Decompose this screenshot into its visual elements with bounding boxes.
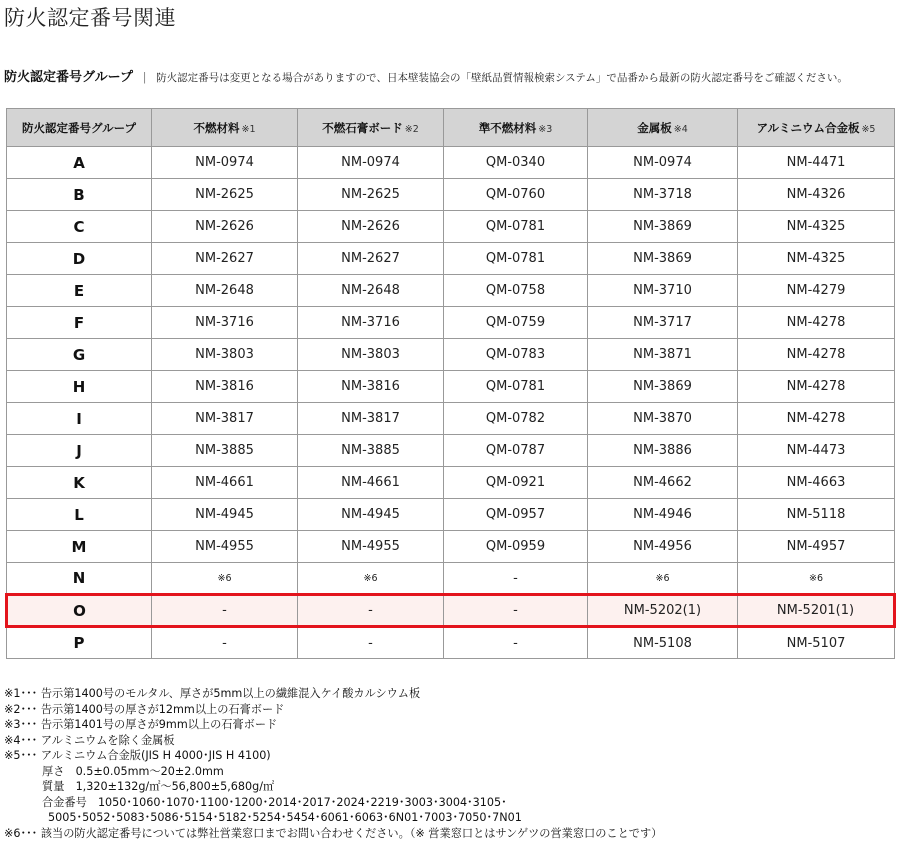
table-row xyxy=(7,371,895,403)
cert-number-cell: NM-3816 xyxy=(152,371,298,403)
cert-number-cell: NM-4955 xyxy=(152,531,298,563)
section-note: 防火認定番号は変更となる場合がありますので、日本壁装協会の「壁紙品質情報検索システム」で品番から最新の防火認定番号をご確認ください。 xyxy=(156,72,848,84)
cert-number-cell: ※6 xyxy=(298,563,444,595)
header-group: 防火認定番号グループ xyxy=(7,109,152,147)
cert-number-cell: - xyxy=(152,595,298,627)
cert-number-cell: QM-0781 xyxy=(444,211,588,243)
footnote-3: ※3･･･ 告示第1401号の厚さが9mm以上の石膏ボード xyxy=(4,718,278,731)
cert-number-cell: NM-4663 xyxy=(738,467,895,499)
table-row-highlighted xyxy=(7,595,895,627)
cert-number-cell: QM-0959 xyxy=(444,531,588,563)
group-cell: L xyxy=(7,499,152,531)
cert-number-cell: QM-0758 xyxy=(444,275,588,307)
footnote-5-alloy-numbers-cont: 5005･5052･5083･5086･5154･5182･5254･5454･6061･6063･6N01･7003･7050･7N01 xyxy=(48,811,522,824)
cert-number-cell: QM-0921 xyxy=(444,467,588,499)
footnote-5-thickness: 厚さ 0.5±0.05mm～20±2.0mm xyxy=(42,764,224,778)
table-row xyxy=(7,147,895,179)
cert-number-cell: NM-2627 xyxy=(298,243,444,275)
cert-number-cell: NM-3869 xyxy=(588,211,738,243)
group-cell: H xyxy=(7,371,152,403)
table-row xyxy=(7,435,895,467)
group-cell: A xyxy=(7,147,152,179)
cert-number-cell: NM-4945 xyxy=(152,499,298,531)
cert-number-cell: NM-4278 xyxy=(738,339,895,371)
group-cell: I xyxy=(7,403,152,435)
cert-number-cell: - xyxy=(444,627,588,659)
cert-number-cell: NM-2625 xyxy=(298,179,444,211)
cert-number-cell: QM-0957 xyxy=(444,499,588,531)
cert-number-cell: NM-2625 xyxy=(152,179,298,211)
cert-number-cell: NM-3710 xyxy=(588,275,738,307)
cert-number-cell: NM-4326 xyxy=(738,179,895,211)
section-separator: | xyxy=(142,70,147,84)
table-row xyxy=(7,563,895,595)
fire-certification-table xyxy=(5,108,896,659)
cert-number-cell: NM-4661 xyxy=(152,467,298,499)
cert-number-cell: ※6 xyxy=(588,563,738,595)
footnote-5-mass: 質量 1,320±132g/㎡～56,800±5,680g/㎡ xyxy=(42,780,275,793)
cert-number-cell: NM-4278 xyxy=(738,403,895,435)
table-header-row xyxy=(7,109,895,147)
cert-number-cell: NM-3885 xyxy=(298,435,444,467)
cert-number-cell: NM-2627 xyxy=(152,243,298,275)
cert-number-cell: NM-3803 xyxy=(298,339,444,371)
cert-number-cell: NM-2626 xyxy=(298,211,444,243)
cert-number-cell: NM-4946 xyxy=(588,499,738,531)
group-cell: C xyxy=(7,211,152,243)
cert-number-cell: QM-0760 xyxy=(444,179,588,211)
cert-number-cell: QM-0759 xyxy=(444,307,588,339)
table-row xyxy=(7,275,895,307)
cert-number-cell: ※6 xyxy=(738,563,895,595)
cert-number-cell: NM-3716 xyxy=(298,307,444,339)
group-cell: P xyxy=(7,627,152,659)
cert-number-cell: NM-2626 xyxy=(152,211,298,243)
group-cell: O xyxy=(7,595,152,627)
cert-number-cell: NM-4957 xyxy=(738,531,895,563)
table-row xyxy=(7,339,895,371)
cert-number-cell: QM-0781 xyxy=(444,371,588,403)
cert-number-cell: NM-4325 xyxy=(738,243,895,275)
table-row xyxy=(7,307,895,339)
header-aluminum-alloy: アルミニウム合金板 ※5 xyxy=(738,109,895,147)
cert-number-cell: ※6 xyxy=(152,563,298,595)
cert-number-cell: NM-3817 xyxy=(298,403,444,435)
cert-number-cell: NM-4955 xyxy=(298,531,444,563)
cert-number-cell: NM-2648 xyxy=(152,275,298,307)
group-cell: E xyxy=(7,275,152,307)
cert-number-cell: NM-5107 xyxy=(738,627,895,659)
cert-number-cell: NM-3716 xyxy=(152,307,298,339)
table-body xyxy=(7,147,895,659)
cert-number-cell: NM-3817 xyxy=(152,403,298,435)
cert-number-cell: NM-0974 xyxy=(588,147,738,179)
cert-number-cell: NM-5202(1) xyxy=(588,595,738,627)
cert-number-cell: NM-3871 xyxy=(588,339,738,371)
table-row xyxy=(7,627,895,659)
cert-number-cell: NM-4278 xyxy=(738,371,895,403)
cert-number-cell: NM-4956 xyxy=(588,531,738,563)
cert-number-cell: QM-0787 xyxy=(444,435,588,467)
group-cell: K xyxy=(7,467,152,499)
cert-number-cell: NM-3885 xyxy=(152,435,298,467)
cert-number-cell: NM-5201(1) xyxy=(738,595,895,627)
cert-number-cell: NM-5108 xyxy=(588,627,738,659)
cert-number-cell: - xyxy=(298,627,444,659)
cert-number-cell: NM-4471 xyxy=(738,147,895,179)
footnote-5: ※5･･･ アルミニウム合金版(JIS H 4000･JIS H 4100) xyxy=(4,749,271,762)
cert-number-cell: QM-0340 xyxy=(444,147,588,179)
group-cell: D xyxy=(7,243,152,275)
cert-number-cell: NM-4661 xyxy=(298,467,444,499)
cert-number-cell: NM-4278 xyxy=(738,307,895,339)
group-cell: N xyxy=(7,563,152,595)
cert-number-cell: NM-3870 xyxy=(588,403,738,435)
table-row xyxy=(7,243,895,275)
table-row xyxy=(7,211,895,243)
cert-number-cell: NM-0974 xyxy=(298,147,444,179)
section-heading xyxy=(4,66,896,85)
cert-number-cell: NM-2648 xyxy=(298,275,444,307)
cert-number-cell: QM-0783 xyxy=(444,339,588,371)
table-row xyxy=(7,531,895,563)
cert-number-cell: - xyxy=(444,595,588,627)
cert-number-cell: NM-3803 xyxy=(152,339,298,371)
cert-number-cell: NM-3869 xyxy=(588,243,738,275)
footnote-1: ※1･･･ 告示第1400号のモルタル、厚さが5mm以上の繊維混入ケイ酸カルシウム板 xyxy=(4,687,421,700)
cert-number-cell: NM-0974 xyxy=(152,147,298,179)
header-noncombustible-gypsum: 不燃石膏ボード ※2 xyxy=(298,109,444,147)
cert-number-cell: NM-3886 xyxy=(588,435,738,467)
cert-number-cell: NM-5118 xyxy=(738,499,895,531)
footnote-5-alloy-numbers: 合金番号 1050･1060･1070･1100･1200･2014･2017･2024･2219･3003･3004･3105･ xyxy=(42,795,507,809)
cert-number-cell: - xyxy=(444,563,588,595)
footnotes xyxy=(4,686,896,841)
table-row xyxy=(7,499,895,531)
group-cell: J xyxy=(7,435,152,467)
section-title: 防火認定番号グループ xyxy=(4,70,133,85)
page-title: 防火認定番号関連 xyxy=(4,6,176,30)
cert-number-cell: QM-0782 xyxy=(444,403,588,435)
footnote-6: ※6･･･ 該当の防火認定番号については弊社営業窓口までお問い合わせください。（※ 営業窓口とはサンゲツの営業窓口のことです） xyxy=(4,826,663,840)
group-cell: M xyxy=(7,531,152,563)
cert-number-cell: NM-3869 xyxy=(588,371,738,403)
group-cell: F xyxy=(7,307,152,339)
table-row xyxy=(7,403,895,435)
header-metal-plate: 金属板 ※4 xyxy=(588,109,738,147)
table-row xyxy=(7,179,895,211)
footnote-4: ※4･･･ アルミニウムを除く金属板 xyxy=(4,733,175,747)
cert-number-cell: NM-4662 xyxy=(588,467,738,499)
header-semi-noncombustible: 準不燃材料 ※3 xyxy=(444,109,588,147)
cert-number-cell: NM-3717 xyxy=(588,307,738,339)
table-row xyxy=(7,467,895,499)
cert-number-cell: NM-4325 xyxy=(738,211,895,243)
group-cell: G xyxy=(7,339,152,371)
header-noncombustible: 不燃材料 ※1 xyxy=(152,109,298,147)
group-cell: B xyxy=(7,179,152,211)
cert-number-cell: NM-3718 xyxy=(588,179,738,211)
cert-number-cell: - xyxy=(152,627,298,659)
cert-number-cell: NM-3816 xyxy=(298,371,444,403)
cert-number-cell: NM-4945 xyxy=(298,499,444,531)
cert-number-cell: NM-4473 xyxy=(738,435,895,467)
cert-number-cell: QM-0781 xyxy=(444,243,588,275)
cert-number-cell: NM-4279 xyxy=(738,275,895,307)
cert-number-cell: - xyxy=(298,595,444,627)
footnote-2: ※2･･･ 告示第1400号の厚さが12mm以上の石膏ボード xyxy=(4,702,285,716)
